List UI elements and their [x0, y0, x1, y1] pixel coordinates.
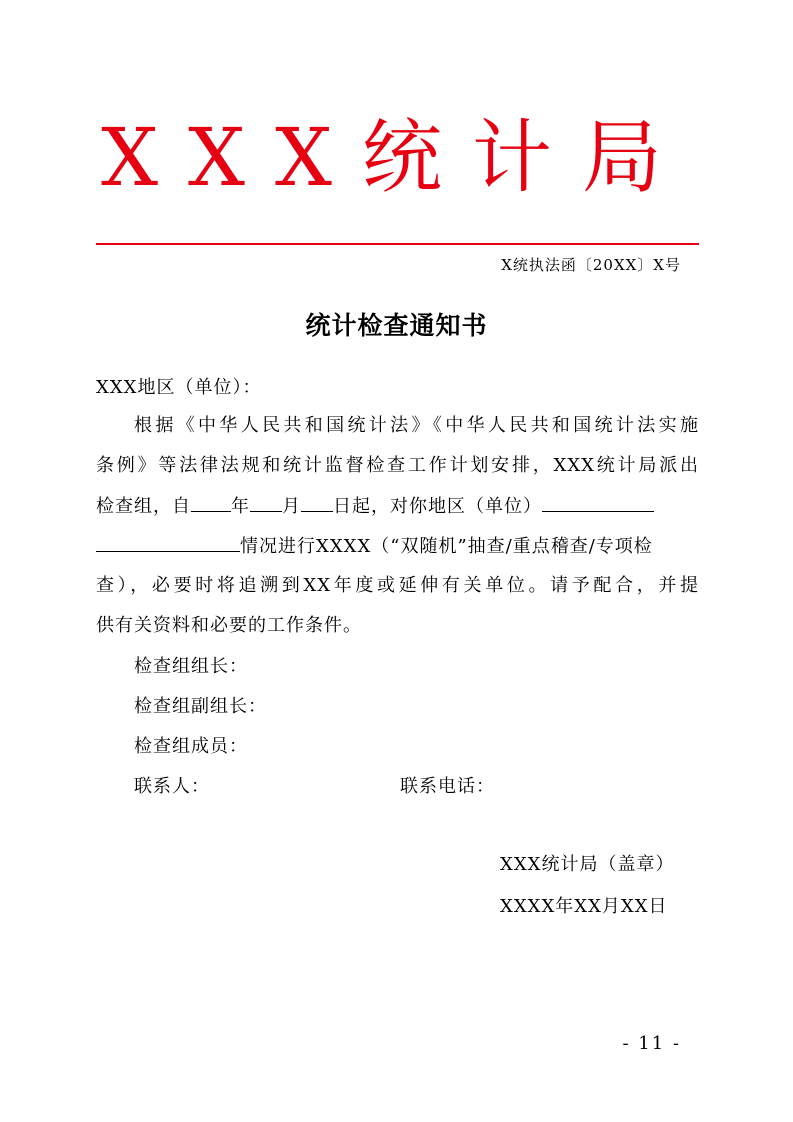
document-title: 统计检查通知书	[305, 311, 488, 340]
body-line-4	[96, 531, 699, 562]
body-line-2: 条例》等法律法规和统计监督检查工作计划安排，XXX统计局派出	[96, 455, 699, 476]
unit-blank-continued	[96, 531, 240, 552]
month-label: 月	[282, 496, 301, 517]
unit-blank	[542, 491, 654, 512]
team-leader-label: 检查组组长：	[134, 656, 248, 677]
body-line-1: 根据《中华人民共和国统计法》《中华人民共和国统计法实施	[134, 415, 699, 436]
page-number: - 11 -	[622, 1033, 681, 1054]
document-number: X统执法函〔20XX〕X号	[501, 256, 681, 274]
day-blank	[301, 491, 333, 512]
year-label: 年	[231, 496, 250, 517]
month-blank	[250, 491, 282, 512]
contact-phone-label: 联系电话：	[400, 776, 495, 797]
team-members-label: 检查组成员：	[134, 736, 248, 757]
issuer-signature: XXX统计局（盖章）	[500, 854, 675, 875]
line3-prefix: 检查组，自	[96, 496, 191, 517]
red-header-rule	[96, 243, 699, 245]
contact-person-label: 联系人：	[134, 776, 210, 797]
deputy-leader-label: 检查组副组长：	[134, 696, 267, 717]
issue-date: XXXX年XX月XX日	[500, 896, 668, 917]
body-line-6: 供有关资料和必要的工作条件。	[96, 615, 362, 636]
salutation: XXX地区（单位）：	[96, 377, 262, 398]
year-blank	[191, 491, 231, 512]
body-line-5: 查），必要时将追溯到XX年度或延伸有关单位。请予配合，并提	[96, 575, 699, 596]
issuer-header-title: XXX统计局	[101, 111, 692, 204]
line3-suffix: 日起，对你地区（单位）	[333, 496, 542, 517]
body-line-3	[96, 491, 699, 522]
line4-suffix: 情况进行XXXX（“双随机”抽查/重点稽查/专项检	[240, 536, 653, 557]
